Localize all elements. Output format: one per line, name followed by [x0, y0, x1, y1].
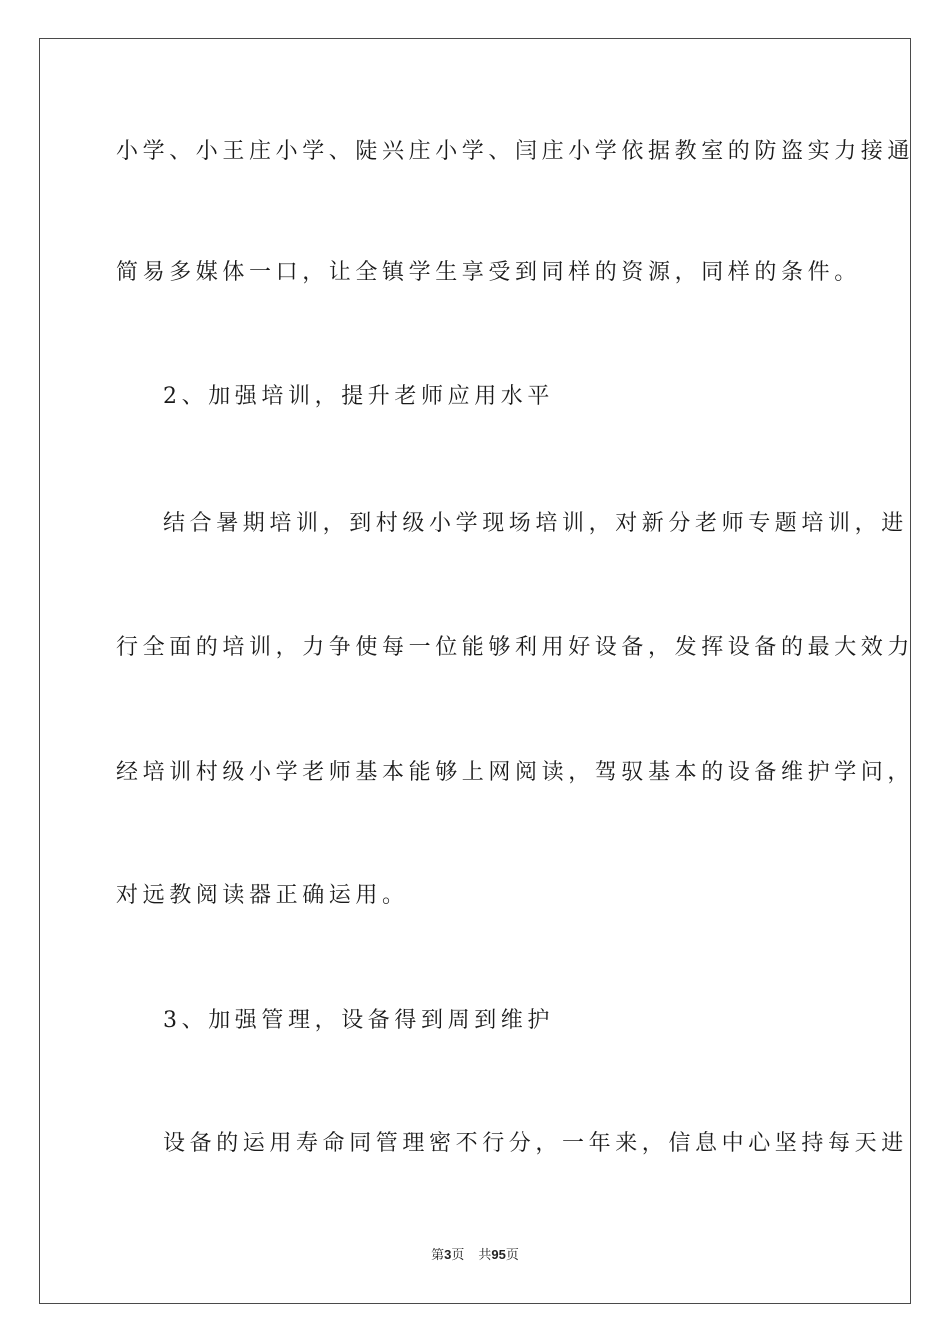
page-number: 3	[444, 1247, 452, 1262]
total-pages-suffix: 页	[505, 1247, 519, 1262]
section-heading: 3、加强管理，设备得到周到维护	[163, 1008, 554, 1033]
paragraph-line: 行全面的培训，力争使每一位能够利用好设备，发挥设备的最大效力	[116, 635, 915, 660]
paragraph-line: 简易多媒体一口，让全镇学生享受到同样的资源，同样的条件。	[116, 260, 861, 285]
page-number-prefix: 第	[431, 1247, 445, 1262]
paragraph-line: 经培训村级小学老师基本能够上网阅读，驾驭基本的设备维护学问，	[116, 760, 915, 785]
paragraph-line: 结合暑期培训，到村级小学现场培训，对新分老师专题培训，进	[163, 511, 908, 536]
total-pages-prefix: 共	[478, 1247, 492, 1262]
page-border	[39, 38, 911, 1304]
paragraph-line: 设备的运用寿命同管理密不行分，一年来，信息中心坚持每天进	[163, 1131, 908, 1156]
paragraph-line: 小学、小王庄小学、陡兴庄小学、闫庄小学依据教室的防盗实力接通	[116, 139, 915, 164]
paragraph-line: 对远教阅读器正确运用。	[116, 883, 409, 908]
page-number-suffix: 页	[451, 1247, 465, 1262]
section-heading: 2、加强培训，提升老师应用水平	[163, 384, 554, 409]
total-pages: 95	[491, 1247, 506, 1262]
page-footer	[0, 1245, 950, 1265]
